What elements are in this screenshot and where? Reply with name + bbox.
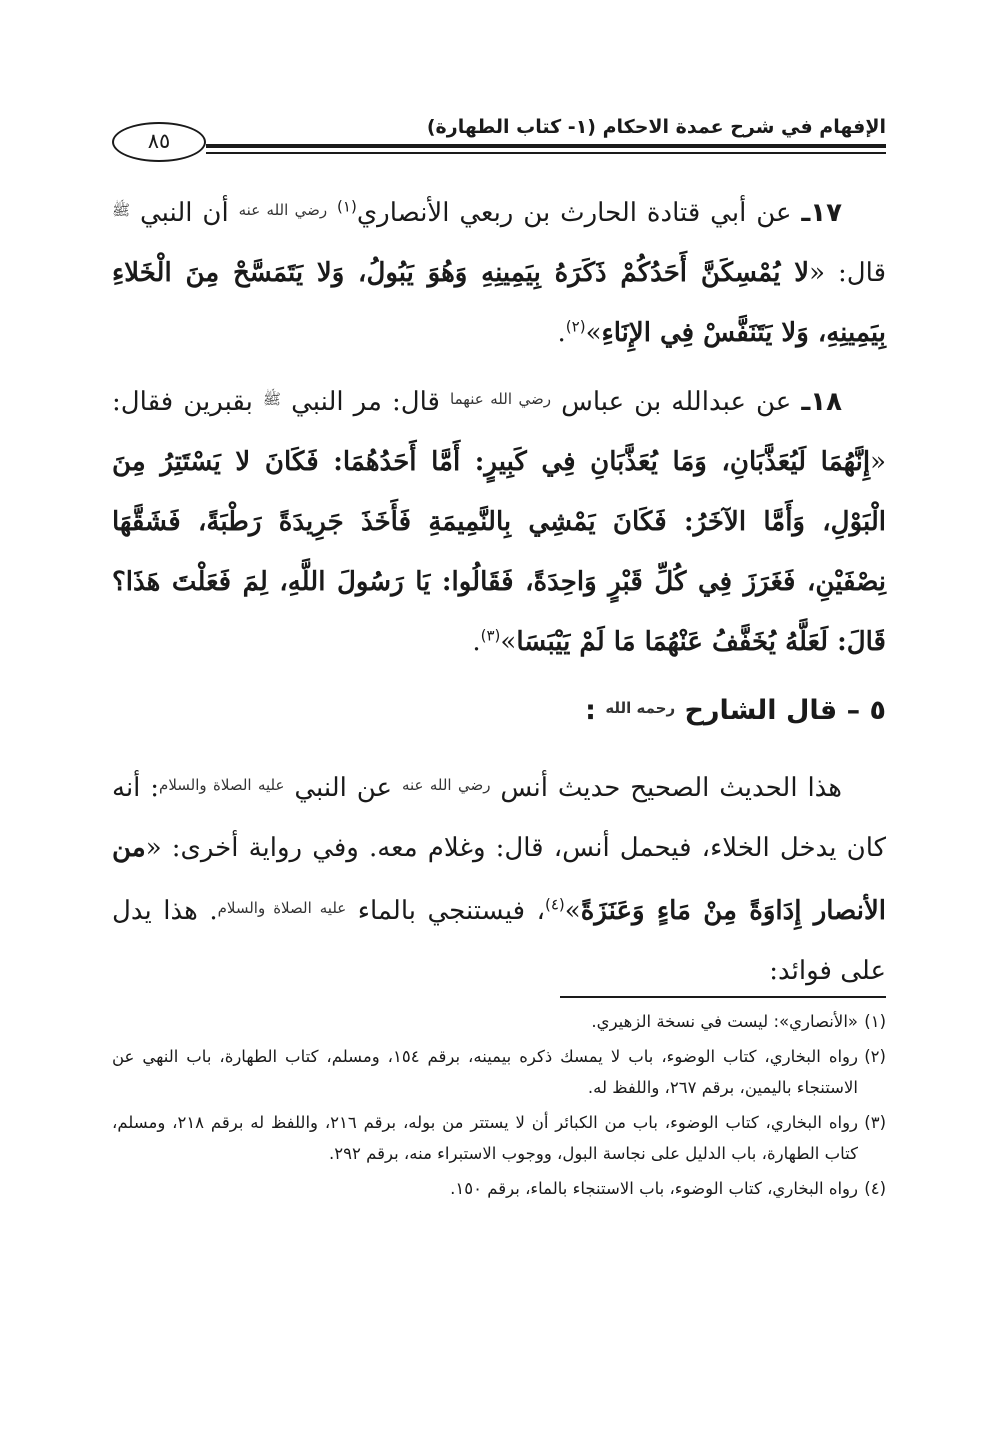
footnote-ref: (٤): [545, 895, 565, 914]
footnote-number: (٤): [864, 1179, 886, 1198]
running-title: الإفهام في شرح عمدة الاحكام (١- كتاب الطهارة): [426, 116, 886, 138]
commentary-text: : أنه كان يدخل الخلاء، فيحمل أنس، قال: وغلام معه. وفي رواية أخرى: «: [112, 773, 886, 863]
hadith-intro: عن عبدالله بن عباس: [561, 387, 792, 417]
page-header: [112, 108, 886, 168]
footnote-number: (٣): [864, 1113, 887, 1132]
header-rule-thick: [206, 144, 886, 148]
section-colon: :: [585, 695, 596, 726]
quote-close: »: [564, 896, 581, 926]
hadith-intro: قال: «: [809, 258, 886, 288]
footnote-text: «الأنصاري»: ليست في نسخة الزهيري.: [591, 1012, 858, 1031]
hadith-intro: قال: مر النبي: [291, 387, 440, 417]
footnote-number: (٢): [864, 1047, 886, 1066]
footnote-item: [112, 1173, 886, 1204]
quote-close: »: [585, 318, 602, 348]
honorific-glyph: رضي الله عنه: [401, 776, 491, 794]
hadith-18: [112, 369, 886, 672]
section-number: ٥ –: [846, 695, 886, 726]
honorific-glyph: عليه الصلاة والسلام: [217, 899, 347, 917]
header-rule-thin: [206, 152, 886, 154]
honorific-glyph: عليه الصلاة والسلام: [159, 776, 285, 794]
commentary-text: . هذا يدل على فوائد:: [112, 896, 886, 986]
honorific-glyph: رضي الله عنهما: [450, 390, 552, 408]
commentary-quote: من الأنصار إِدَاوَةً مِنْ مَاءٍ وَعَنَزَةً: [112, 833, 887, 926]
footnote-item: [112, 1006, 886, 1037]
hadith-matn: لا يُمْسِكَنَّ أَحَدُكُمْ ذَكَرَهُ بِيَمِينِهِ وَهُوَ يَبُولُ، وَلا يَتَمَسَّحْ مِنَ الْخَلاءِ بِيَمِينِهِ، وَلا يَتَنَفَّسْ فِي الإِنَاءِ: [112, 258, 886, 348]
commentary-text: هذا الحديث الصحيح حديث أنس: [500, 773, 843, 803]
footnote-number: (١): [864, 1012, 886, 1031]
hadith-intro: عن أبي قتادة الحارث بن ربعي الأنصاري: [356, 198, 792, 228]
period: .: [472, 627, 481, 657]
footnote-text: رواه البخاري، كتاب الوضوء، باب الاستنجاء بالماء، برقم ١٥٠.: [450, 1179, 858, 1198]
footnote-ref: (٣): [480, 626, 501, 645]
honorific-glyph: ﷺ: [262, 390, 282, 408]
footnote-item: [112, 1107, 886, 1169]
quote-close: »: [500, 627, 517, 657]
hadith-intro: أن النبي: [140, 198, 229, 228]
section-heading: [112, 678, 886, 741]
commentary-paragraph: [112, 755, 886, 1001]
honorific-glyph: ﷺ: [112, 201, 131, 219]
footnote-text: رواه البخاري، كتاب الوضوء، باب من الكبائر أن لا يستتر من بوله، برقم ٢١٦، واللفظ له برقم ٢١٨، ومسلم، كتاب الطهارة، باب الدليل على نجاسة البول، ووجوب الاستبراء منه، برقم ٢٩٢.: [112, 1113, 859, 1163]
hadith-number: ١٧ـ: [801, 198, 843, 228]
footnote-ref: (١): [337, 197, 357, 216]
section-title: قال الشارح: [684, 695, 838, 726]
commentary-text: عن النبي: [294, 773, 393, 803]
hadith-intro: بقبرين فقال: «: [112, 387, 886, 477]
hadith-matn: إِنَّهُمَا لَيُعَذَّبَانِ، وَمَا يُعَذَّبَانِ فِي كَبِيرٍ: أَمَّا أَحَدُهُمَا: فَكَانَ لا يَسْتَتِرُ مِنَ الْبَوْلِ، وَأَمَّا الآخَرُ: فَكَانَ يَمْشِي بِالنَّمِيمَةِ فَأَخَذَ جَرِيدَةً رَطْبَةً، فَشَقَّهَا نِصْفَيْنِ، فَغَرَزَ فِي كُلِّ قَبْرٍ وَاحِدَةً، فَقَالُوا: يَا رَسُولَ اللَّهِ، لِمَ فَعَلْتَ هَذَا؟ قَالَ: لَعَلَّهُ يُخَفَّفُ عَنْهُمَا مَا لَمْ يَيْبَسَا: [112, 447, 886, 657]
period: .: [557, 318, 566, 348]
footnote-text: رواه البخاري، كتاب الوضوء، باب لا يمسك ذكره بيمينه، برقم ١٥٤، ومسلم، كتاب الطهارة، باب النهي عن الاستنجاء باليمين، برقم ٢٦٧، واللفظ له.: [112, 1047, 858, 1097]
honorific-glyph: رضي الله عنه: [238, 201, 328, 219]
footnote-separator: [560, 996, 886, 998]
page-number: ٨٥: [112, 122, 206, 162]
hadith-number: ١٨ـ: [801, 387, 843, 417]
footnotes: [112, 1006, 886, 1208]
hadith-17: [112, 180, 886, 363]
commentary-text: ، فيستنجي بالماء: [357, 896, 545, 926]
main-content: [112, 180, 886, 1007]
footnote-item: [112, 1041, 886, 1103]
honorific-glyph: رحمه الله: [605, 699, 676, 717]
footnote-ref: (٢): [565, 317, 586, 336]
